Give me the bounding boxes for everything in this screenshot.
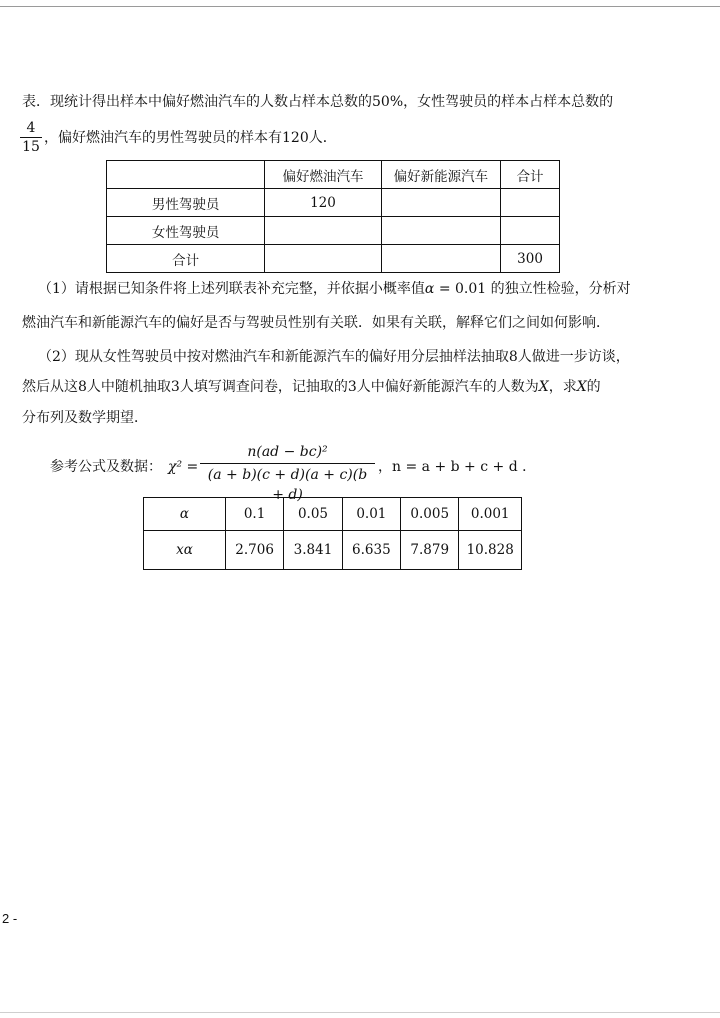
table-cell: xα [144, 531, 226, 570]
table-cell: 0.005 [401, 498, 459, 531]
page-number: 2 - [2, 911, 18, 926]
q1-text-b: = 0.01 的独立性检验，分析对 [434, 281, 631, 297]
table-cell [501, 217, 560, 245]
table-cell [381, 245, 500, 273]
table-cell [265, 245, 382, 273]
table-cell [265, 217, 382, 245]
table-cell [381, 189, 500, 217]
table-cell: 10.828 [459, 531, 522, 570]
table-header-row [107, 161, 560, 189]
table-cell: 0.01 [342, 498, 400, 531]
critical-value-table [143, 497, 522, 570]
table-cell: 男性驾驶员 [107, 189, 265, 217]
table-cell: 合计 [501, 161, 560, 189]
top-rule [0, 6, 720, 7]
q1-text-a: （1）请根据已知条件将上述列联表补充完整，并依据小概率值 [38, 281, 425, 297]
fraction-numerator: 4 [26, 120, 36, 136]
q2-text-a: 然后从这8人中随机抽取3人填写调查问卷，记抽取的3人中偏好新能源汽车的人数为 [22, 379, 539, 395]
formula-denominator: (a + b)(c + d)(a + c)(b + d) [207, 467, 368, 503]
chi-square-fraction [200, 442, 375, 505]
question-2-line-2 [22, 377, 601, 397]
table-cell: α [144, 498, 226, 531]
formula-numerator: n(ad − bc)² [247, 444, 328, 460]
variable-x: X [576, 379, 587, 395]
fraction-4-15 [20, 120, 42, 155]
table-cell: 偏好燃油汽车 [265, 161, 382, 189]
bottom-rule [0, 1012, 720, 1013]
table-cell: 偏好新能源汽车 [381, 161, 500, 189]
table-cell: 7.879 [401, 531, 459, 570]
table-cell: 0.05 [284, 498, 342, 531]
alpha-symbol: α [424, 281, 435, 297]
formula-label: 参考公式及数据： [50, 459, 162, 475]
contingency-table [106, 160, 560, 273]
fraction-denominator: 15 [22, 139, 40, 155]
intro-line-2: ，偏好燃油汽车的男性驾驶员的样本有120人． [44, 130, 337, 146]
table-cell: 女性驾驶员 [107, 217, 265, 245]
table-cell: 120 [265, 189, 382, 217]
question-2-line-1: （2）现从女性驾驶员中按对燃油汽车和新能源汽车的偏好用分层抽样法抽取8人做进一步访谈， [38, 349, 630, 365]
q2-text-c: 的 [586, 379, 601, 395]
table-row [107, 245, 560, 273]
table-cell: 6.635 [342, 531, 400, 570]
chi-square-symbol: χ² = [168, 459, 199, 475]
intro-line-1: 表．现统计得出样本中偏好燃油汽车的人数占样本总数的50%，女性驾驶员的样本占样本总数的 [22, 94, 614, 110]
q2-text-b: ，求 [548, 379, 577, 395]
table-row [144, 498, 522, 531]
table-cell: 合计 [107, 245, 265, 273]
fraction-bar [200, 463, 375, 464]
table-row [144, 531, 522, 570]
table-cell [501, 189, 560, 217]
table-cell: 2.706 [225, 531, 283, 570]
table-row [107, 217, 560, 245]
question-1-line-1 [38, 279, 631, 299]
question-1-line-2: 燃油汽车和新能源汽车的偏好是否与驾驶员性别有关联．如果有关联，解释它们之间如何影响． [22, 315, 610, 331]
table-row [107, 189, 560, 217]
table-cell: 300 [501, 245, 560, 273]
table-cell: 0.001 [459, 498, 522, 531]
table-cell [381, 217, 500, 245]
table-cell: 3.841 [284, 531, 342, 570]
n-definition: ，n = a + b + c + d ． [378, 459, 537, 475]
table-cell: 0.1 [225, 498, 283, 531]
variable-x: X [538, 379, 549, 395]
table-cell [107, 161, 265, 189]
question-2-line-3: 分布列及数学期望． [22, 410, 148, 426]
fraction-bar [20, 137, 42, 138]
